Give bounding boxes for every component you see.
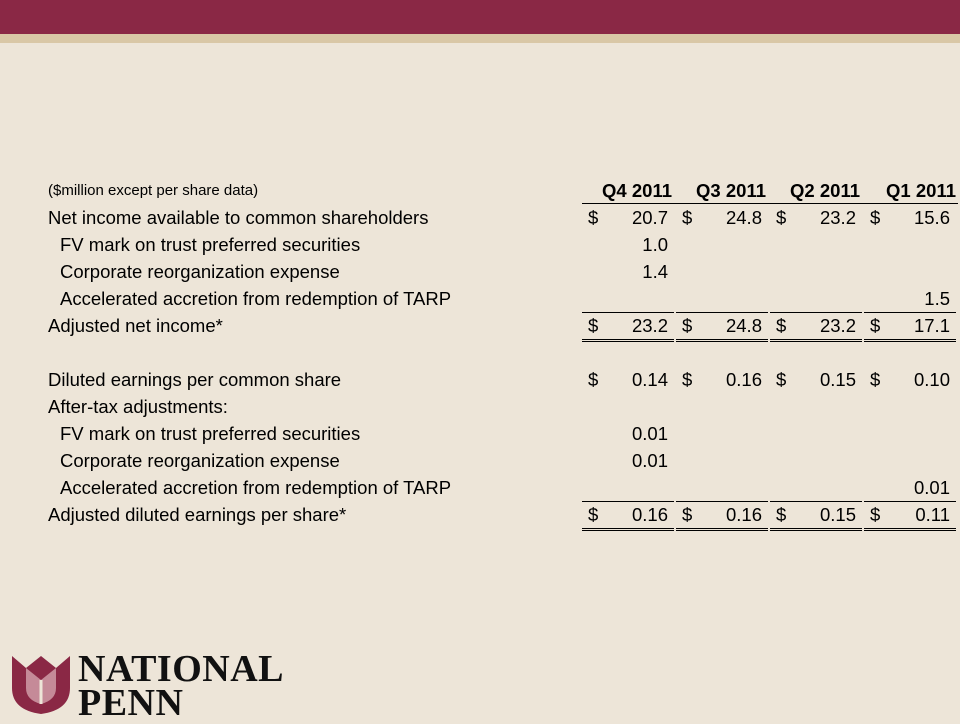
- header-band: [0, 0, 960, 34]
- column-header-q3: Q3 2011: [696, 180, 766, 201]
- table-row: [48, 258, 918, 285]
- value-cell: $ 0.10: [870, 369, 950, 390]
- header-stripe: [0, 34, 960, 43]
- logo-line-1: NATIONAL: [78, 648, 284, 690]
- value-cell: [676, 285, 768, 313]
- table-row: [48, 204, 950, 231]
- value-cell: [582, 285, 674, 313]
- value-cell: $ 0.15: [776, 369, 856, 390]
- row-label: Corporate reorganization expense: [60, 450, 340, 471]
- row-label: After-tax adjustments:: [48, 396, 228, 417]
- value-cell: $ 0.14: [588, 369, 668, 390]
- value-cell: $ 0.15: [770, 501, 862, 531]
- spacer-row: [48, 339, 918, 366]
- column-header-q2: Q2 2011: [790, 180, 860, 201]
- value-cell: 0.01: [864, 474, 956, 502]
- value-cell: $ 24.8: [682, 207, 762, 228]
- national-penn-logo: [10, 648, 284, 724]
- row-label: Net income available to common shareholders: [48, 207, 429, 228]
- table-row: [48, 420, 918, 447]
- value-cell: $ 23.2: [770, 312, 862, 342]
- value-cell: 0.01: [631, 450, 668, 471]
- value-cell: $ 15.6: [870, 207, 950, 228]
- value-cell: 1.0: [642, 234, 668, 255]
- table-row: [48, 447, 918, 474]
- tulip-icon: [10, 654, 72, 716]
- table-row: [48, 393, 918, 420]
- table-row: [48, 474, 950, 501]
- value-cell: $ 23.2: [776, 207, 856, 228]
- adjusted-income-table: [48, 177, 956, 528]
- table-row: [48, 312, 950, 339]
- row-label: Accelerated accretion from redemption of TARP: [60, 288, 452, 309]
- value-cell: $ 0.16: [582, 501, 674, 531]
- value-cell: $ 0.16: [682, 369, 762, 390]
- table-row: [48, 366, 950, 393]
- value-cell: $ 0.16: [676, 501, 768, 531]
- value-cell: $ 17.1: [864, 312, 956, 342]
- value-cell: $ 24.8: [676, 312, 768, 342]
- value-cell: $ 0.11: [864, 501, 956, 531]
- value-cell: [770, 285, 862, 313]
- row-label: Corporate reorganization expense: [60, 261, 340, 282]
- row-label: FV mark on trust preferred securities: [60, 423, 361, 444]
- row-label: Accelerated accretion from redemption of TARP: [60, 477, 452, 498]
- value-cell: 1.5: [864, 285, 956, 313]
- row-label: Adjusted net income*: [48, 315, 223, 336]
- logo-line-2: PENN: [78, 682, 184, 724]
- column-header-q1: Q1 2011: [886, 180, 956, 201]
- column-header-q4: Q4 2011: [602, 180, 672, 201]
- table-row: [48, 285, 950, 312]
- table-row: [48, 501, 950, 528]
- value-cell: [770, 474, 862, 502]
- value-cell: 1.4: [642, 261, 668, 282]
- value-cell: 0.01: [631, 423, 668, 444]
- table-title: ($million except per share data): [48, 182, 259, 199]
- table-row: [48, 231, 918, 258]
- value-cell: $ 20.7: [588, 207, 668, 228]
- table-header-row: [48, 177, 956, 204]
- row-label: FV mark on trust preferred securities: [60, 234, 361, 255]
- row-label: Diluted earnings per common share: [48, 369, 342, 390]
- value-cell: [582, 474, 674, 502]
- value-cell: [676, 474, 768, 502]
- value-cell: $ 23.2: [582, 312, 674, 342]
- row-label: Adjusted diluted earnings per share*: [48, 504, 347, 525]
